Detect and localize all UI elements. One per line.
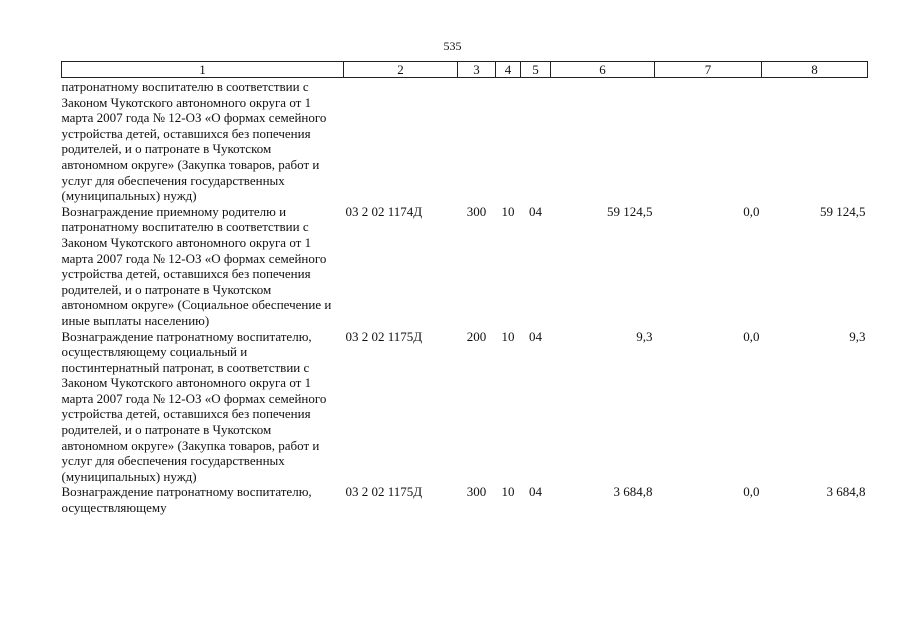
row-amount-1: 3 684,8 <box>613 484 653 500</box>
row-type <box>458 78 496 204</box>
row-subsection: 04 <box>529 328 542 344</box>
header-col-3: 3 <box>458 62 496 78</box>
row-amount-3 <box>762 78 868 204</box>
header-col-6: 6 <box>551 62 655 78</box>
row-type: 300 <box>466 203 487 219</box>
row-amount-2: 0,0 <box>743 203 760 219</box>
row-section <box>496 78 521 204</box>
row-name: Вознаграждение патронатному воспитателю, осуществляющему социальный и постинтернатный патронат, в соответствии с Законом Чукотского автономного округа от 1 марта 2007 года № 12-ОЗ «О формах семейного устройства детей, оставшихся без попечения родителей, и о патронате в Чукотском автономном округе» (Закупка товаров, работ и услуг для обеспечения государственных (муниципальных) нужд) <box>61 328 327 484</box>
row-amount-1: 9,3 <box>636 328 653 344</box>
row-amount-2: 0,0 <box>743 484 760 500</box>
row-code <box>344 78 458 204</box>
row-subsection: 04 <box>529 484 542 500</box>
row-amount-2 <box>655 78 762 204</box>
row-name: патронатному воспитателю в соответствии с Законом Чукотского автономного округа от 1 марта 2007 года № 12-ОЗ «О формах семейного устройства детей, оставшихся без попечения родителей, и о патронате в Чукотском автономном округе» (Закупка товаров, работ и услуг для обеспечения государственных (муниципальных) нужд) <box>61 79 327 204</box>
table-row <box>62 78 868 204</box>
header-col-1: 1 <box>62 62 344 78</box>
row-amount-2: 0,0 <box>743 328 760 344</box>
row-section: 10 <box>501 484 515 500</box>
row-amount-3: 9,3 <box>849 328 866 344</box>
row-amount-1 <box>551 78 655 204</box>
row-amount-3: 59 124,5 <box>820 203 866 219</box>
row-code: 03 2 02 1175Д <box>345 484 423 500</box>
header-row <box>62 62 868 78</box>
header-col-5: 5 <box>521 62 551 78</box>
row-section: 10 <box>501 203 515 219</box>
table-row <box>62 204 868 329</box>
row-name: Вознаграждение патронатному воспитателю, осуществляющему <box>61 484 312 516</box>
header-col-2: 2 <box>344 62 458 78</box>
row-section: 10 <box>501 328 515 344</box>
header-col-7: 7 <box>655 62 762 78</box>
header-col-4: 4 <box>496 62 521 78</box>
page-number: 535 <box>443 39 462 53</box>
row-name: Вознаграждение приемному родителю и патронатному воспитателю в соответствии с Законом Чукотского автономного округа от 1 марта 2007 года № 12-ОЗ «О формах семейного устройства детей, оставшихся без попечения родителей, и о патронате в Чукотском автономном округе» (Социальное обеспечение и иные выплаты населению) <box>61 203 332 328</box>
row-subsection: 04 <box>529 203 542 219</box>
table-body <box>62 78 868 516</box>
row-amount-1: 59 124,5 <box>607 203 653 219</box>
row-type: 300 <box>466 484 487 500</box>
row-code: 03 2 02 1174Д <box>345 203 423 219</box>
table-row <box>62 484 868 515</box>
row-amount-3: 3 684,8 <box>826 484 866 500</box>
header-col-8: 8 <box>762 62 868 78</box>
row-code: 03 2 02 1175Д <box>345 328 423 344</box>
row-subsection <box>521 78 551 204</box>
table-row <box>62 329 868 485</box>
budget-table <box>61 61 868 516</box>
table-header <box>62 62 868 78</box>
row-type: 200 <box>466 328 487 344</box>
